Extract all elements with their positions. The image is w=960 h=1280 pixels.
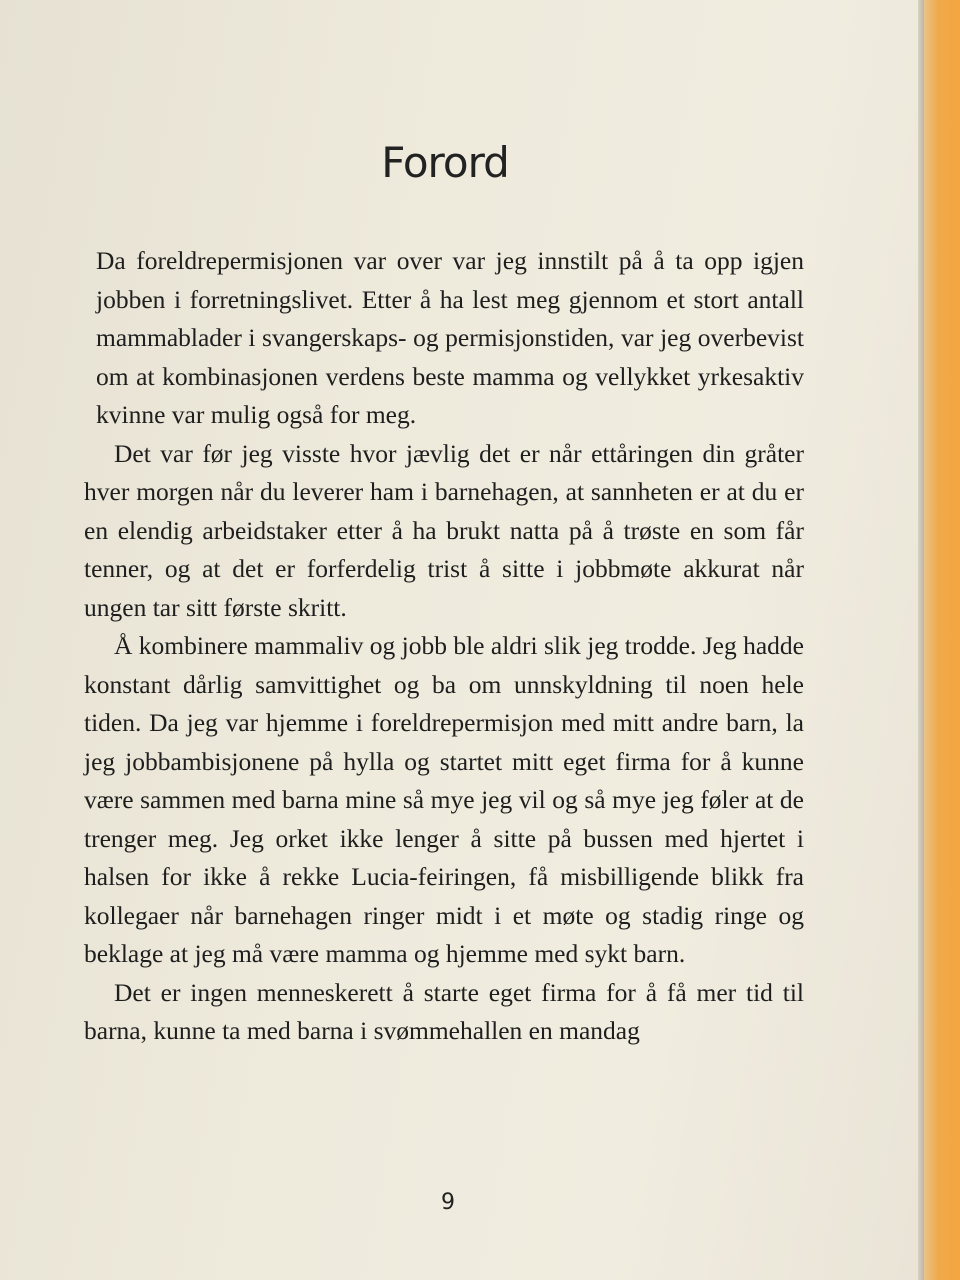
chapter-title: Forord xyxy=(381,138,509,187)
paragraph: Da foreldrepermisjonen var over var jeg innstilt på å ta opp igjen jobben i forretningslivet. Etter å ha lest meg gjennom et stort antall mammablader i svangerskaps- og permisjonstiden, var jeg overbevist om at kombinasjonen verdens beste mamma og vellykket yrkesaktiv kvinne var mulig også for meg. xyxy=(96,246,804,429)
paragraph: Å kombinere mammaliv og jobb ble aldri slik jeg trodde. Jeg hadde konstant dårlig samvittighet og ba om unnskyldning til noen hele tiden. Da jeg var hjemme i foreldrepermisjon med mitt andre barn, la jeg jobbambisjonene på hylla og startet mitt eget firma for å kunne være sammen med barna mine så mye jeg vil og så mye jeg føler at de trenger meg. Jeg orket ikke lenger å sitte på bussen med hjertet i halsen for ikke å rekke Lucia-feiringen, få misbilligende blikk fra kollegaer når barnehagen ringer midt i et møte og stadig ringe og beklage at jeg må være mamma og hjemme med sykt barn. xyxy=(84,631,804,968)
book-cover-edge xyxy=(924,0,960,1280)
body-text xyxy=(84,242,804,1051)
paragraph: Det var før jeg visste hvor jævlig det er når ettåringen din gråter hver morgen når du leverer ham i barnehagen, at sannheten er at du er en elendig arbeidstaker etter å ha brukt natta på å trøste en som får tenner, og at det er forferdelig trist å sitte i jobbmøte akkurat når ungen tar sitt første skritt. xyxy=(84,438,804,622)
paragraph: Det er ingen menneskerett å starte eget firma for å få mer tid til barna, kunne ta med barna i svømmehallen en mandag xyxy=(84,977,804,1045)
page-number: 9 xyxy=(441,1190,455,1215)
